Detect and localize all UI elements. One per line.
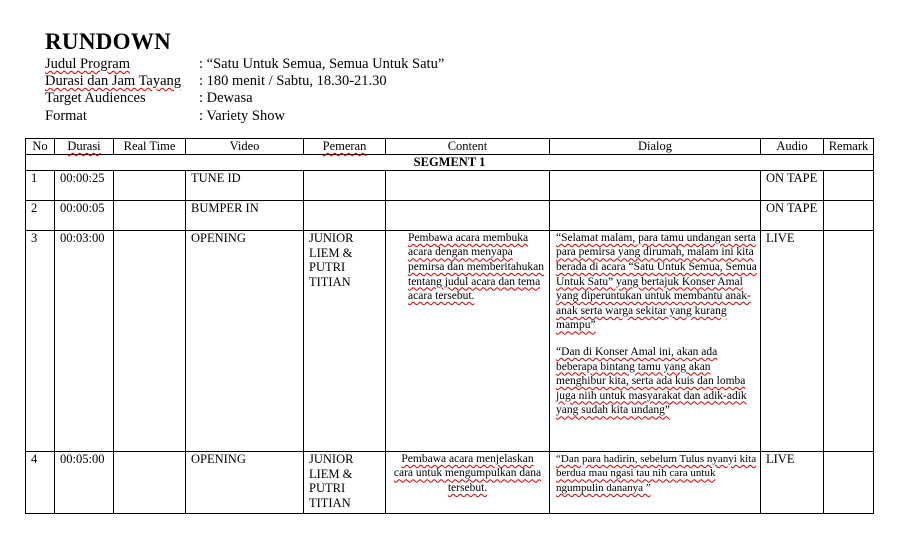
cell-dialog	[550, 451, 761, 513]
cell-real-time	[114, 170, 186, 200]
cell-audio: LIVE	[761, 451, 824, 513]
header-audio: Audio	[761, 139, 824, 155]
cell-content	[386, 200, 550, 230]
meta-row-durasi	[45, 73, 444, 90]
cell-pemeran: JUNIOR LIEM & PUTRI TITIAN	[304, 451, 386, 513]
cell-audio: ON TAPE	[761, 170, 824, 200]
cell-audio: ON TAPE	[761, 200, 824, 230]
header-video: Video	[186, 139, 304, 155]
header-real-time: Real Time	[114, 139, 186, 155]
cell-pemeran	[304, 200, 386, 230]
cell-video: BUMPER IN	[186, 200, 304, 230]
cell-video: TUNE ID	[186, 170, 304, 200]
meta-value: : Dewasa	[199, 90, 253, 107]
cell-remark	[824, 451, 874, 513]
meta-value: : “Satu Untuk Semua, Semua Untuk Satu”	[199, 56, 445, 72]
cell-content: Pembawa acara membuka acara dengan menyapa pemirsa dan memberitahukan tentang judul acara dan tema acara tersebut.	[386, 230, 550, 451]
dialog-line: “Dan para hadirin, sebelum Tulus nyanyi kita berdua mau ngasi tau nih cara untuk ngumpulin dananya ”	[556, 452, 757, 494]
segment-label: SEGMENT 1	[26, 155, 874, 171]
document-title: RUNDOWN	[45, 29, 172, 54]
table-row	[26, 451, 874, 513]
dialog-line: “Selamat malam, para tamu undangan serta para pemirsa yang dirumah, malam ini kita berada di acara “Satu Untuk Semua, Semua Untuk Satu” yang bertajuk Konser Amal yang diperuntukan untuk membantu anak-anak serta warga sekitar yang kurang mampu”	[556, 231, 757, 332]
cell-real-time	[114, 200, 186, 230]
cell-durasi: 00:00:05	[55, 200, 114, 230]
cell-durasi: 00:05:00	[55, 451, 114, 513]
meta-label: Format	[45, 107, 87, 124]
meta-row-target	[45, 90, 444, 107]
cell-real-time	[114, 230, 186, 451]
cell-video: OPENING	[186, 230, 304, 451]
meta-value: : 180 menit / Sabtu, 18.30-21.30	[199, 73, 387, 90]
meta-row-format	[45, 108, 444, 125]
cell-real-time	[114, 451, 186, 513]
header-no: No	[26, 139, 55, 155]
cell-durasi: 00:03:00	[55, 230, 114, 451]
table-row	[26, 200, 874, 230]
header-content: Content	[386, 139, 550, 155]
cell-dialog	[550, 230, 761, 451]
cell-content: Pembawa acara menjelaskan cara untuk mengumpulkan dana tersebut.	[386, 451, 550, 513]
meta-label: Target Audiences	[45, 90, 146, 107]
header-durasi: Durasi	[55, 139, 114, 155]
cell-no: 3	[26, 230, 55, 451]
program-info	[45, 56, 444, 125]
cell-video: OPENING	[186, 451, 304, 513]
cell-dialog	[550, 170, 761, 200]
cell-audio: LIVE	[761, 230, 824, 451]
header-remark: Remark	[824, 139, 874, 155]
cell-pemeran	[304, 170, 386, 200]
meta-row-judul-program	[45, 56, 444, 73]
cell-dialog	[550, 200, 761, 230]
cell-pemeran: JUNIOR LIEM & PUTRI TITIAN	[304, 230, 386, 451]
dialog-line: “Dan di Konser Amal ini, akan ada beberapa bintang tamu yang akan menghibur kita, serta ada kuis dan lomba juga niih untuk masyarakat dan adik-adik yang sudah kita undang”	[556, 345, 747, 417]
rundown-table	[25, 138, 874, 514]
header-dialog: Dialog	[550, 139, 761, 155]
meta-label: Judul Program	[45, 56, 130, 72]
cell-remark	[824, 230, 874, 451]
header-pemeran: Pemeran	[304, 139, 386, 155]
cell-remark	[824, 200, 874, 230]
cell-no: 1	[26, 170, 55, 200]
cell-content	[386, 170, 550, 200]
cell-durasi: 00:00:25	[55, 170, 114, 200]
meta-value: : Variety Show	[199, 107, 285, 124]
table-header-row	[26, 139, 874, 155]
cell-remark	[824, 170, 874, 200]
table-row	[26, 170, 874, 200]
segment-row	[26, 155, 874, 171]
meta-label: Durasi dan Jam Tayang	[45, 73, 182, 90]
cell-no: 4	[26, 451, 55, 513]
table-row	[26, 230, 874, 451]
cell-no: 2	[26, 200, 55, 230]
